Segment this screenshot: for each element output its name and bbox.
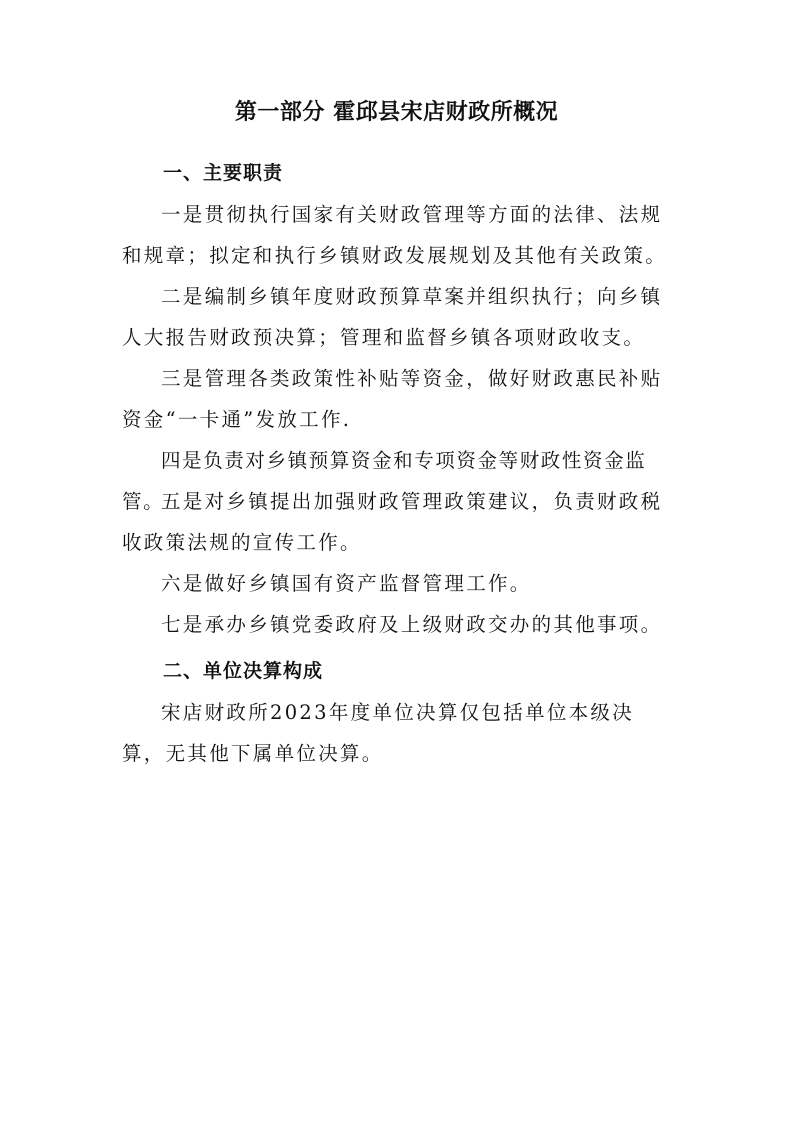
- duty-paragraph-4: 四是负责对乡镇预算资金和专项资金等财政性资金监管。: [122, 449, 647, 513]
- duty-paragraph-5: 五是对乡镇提出加强财政管理政策建议，负责财政税收政策法规的宣传工作。: [122, 490, 663, 554]
- duty-paragraph-1: 一是贯彻执行国家有关财政管理等方面的法律、法规和规章；拟定和执行乡镇财政发展规划及其他有关政策。: [122, 203, 668, 267]
- duty-paragraph-6: 六是做好乡镇国有资产监督管理工作。: [161, 572, 532, 595]
- duty-paragraph-2: 二是编制乡镇年度财政预算草案并组织执行；向乡镇人大报告财政预决算；管理和监督乡镇各项财政收支。: [122, 285, 663, 349]
- composition-paragraph: 宋店财政所2023年度单位决算仅包括单位本级决算，无其他下属单位决算。: [122, 701, 635, 765]
- duty-paragraph-3: 三是管理各类政策性补贴等资金，做好财政惠民补贴资金“一卡通”发放工作.: [122, 367, 663, 431]
- section-heading-main-duties: 一、主要职责: [163, 162, 284, 184]
- duty-paragraph-7: 七是承办乡镇党委政府及上级财政交办的其他事项。: [161, 613, 663, 636]
- page-title: 第一部分 霍邱县宋店财政所概况: [234, 100, 559, 125]
- section-heading-unit-composition: 二、单位决算构成: [163, 660, 324, 682]
